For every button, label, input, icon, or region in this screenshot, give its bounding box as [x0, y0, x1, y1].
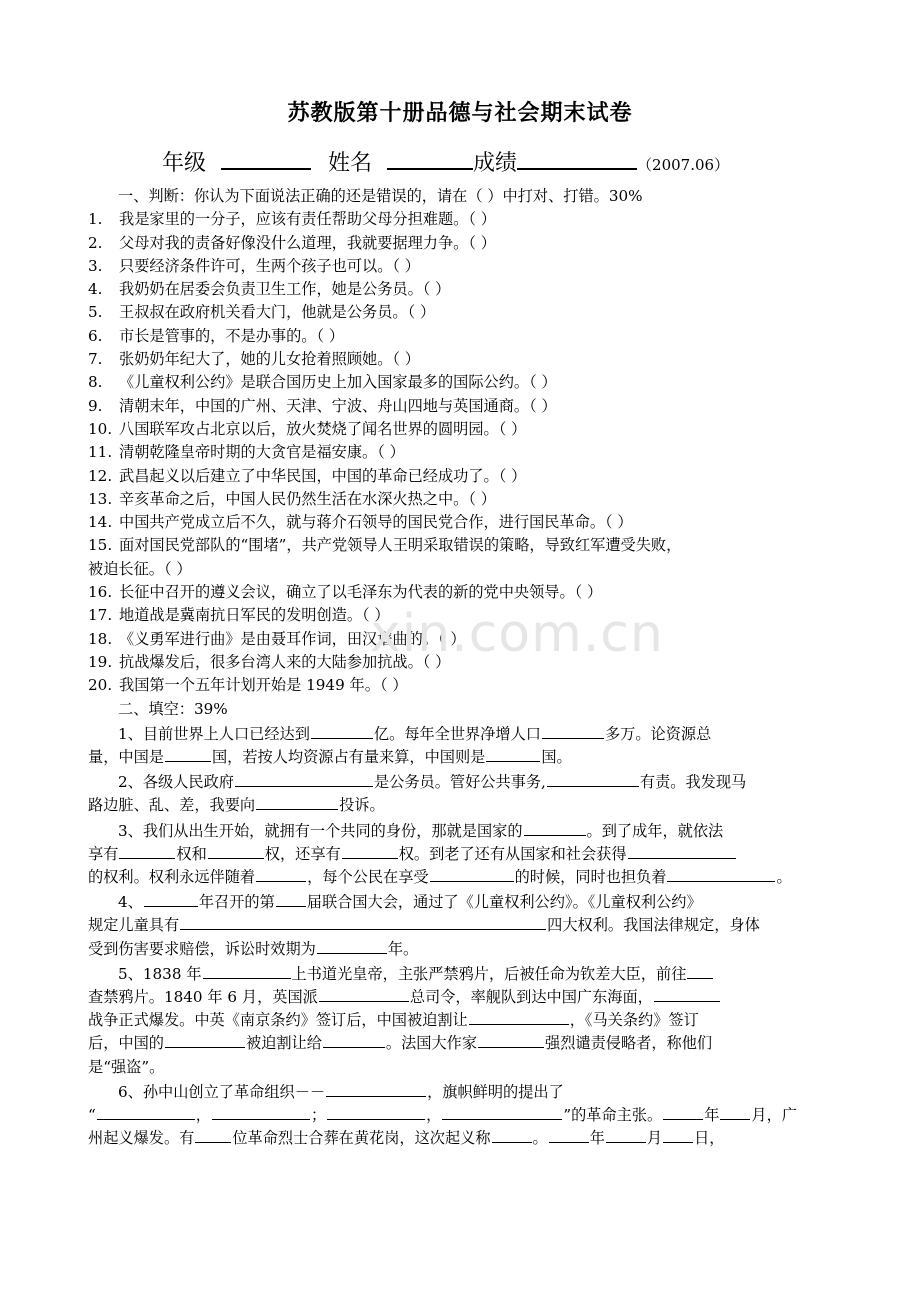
blank[interactable] [212, 1104, 310, 1120]
item-number: 20. [88, 676, 113, 695]
score-label: 成绩 [473, 151, 518, 176]
blank[interactable] [317, 938, 387, 954]
blank[interactable] [144, 891, 198, 907]
blank[interactable] [492, 1127, 532, 1143]
blank[interactable] [195, 1127, 231, 1143]
name-blank[interactable] [387, 146, 473, 170]
score-blank[interactable] [517, 146, 637, 170]
blank[interactable] [549, 1127, 589, 1143]
item-text: 我国第一个五年计划开始是 1949 年。（ ） [119, 676, 408, 695]
blank[interactable] [667, 866, 775, 882]
item-text: 只要经济条件许可，生两个孩子也可以。（ ） [119, 256, 420, 275]
item-number: 14. [88, 513, 113, 532]
blank[interactable] [687, 963, 713, 979]
item-text: 面对国民党部队的“围堵”，共产党领导人王明采取错误的策略，导致红军遭受失败， [119, 536, 682, 555]
item-text: 被迫长征。（ ） [88, 559, 192, 578]
item-text: 张奶奶年纪大了，她的儿女抢着照顾她。（ ） [119, 350, 420, 369]
blank[interactable] [208, 843, 264, 859]
section2-heading: 二、填空：39% [118, 699, 228, 718]
fill-question-6: 6、孙中山创立了革命组织－－ ，旗帜鲜明的提出了 “ ， ； ， ”的革命主张。 年 月，广 州起义爆发。有 位革命烈士合葬在黄花岗，这次起义称 。 年 月 日， [88, 1082, 797, 1148]
item-text: 八国联军攻占北京以后，放火焚烧了闻名世界的圆明园。（ ） [119, 419, 527, 438]
grade-blank[interactable] [221, 146, 311, 170]
blank[interactable] [469, 1009, 569, 1025]
judgement-item [88, 395, 880, 418]
item-number: 10. [88, 419, 113, 438]
blank[interactable] [430, 866, 514, 882]
fill-question-3: 3、我们从出生开始，就拥有一个共同的身份，那就是国家的 。到了成年，就依法 享有 权和 权，还享有 权。到老了还有从国家和社会获得 的权利。权利永远伴随着 ，每个公民在享受 的时候，同时也担负着 。 [88, 821, 792, 887]
judgement-item [88, 325, 880, 348]
item-text: 中国共产党成立后不久，就与蒋介石领导的国民党合作，进行国民革命。（ ） [119, 513, 633, 532]
item-number: 17. [88, 606, 113, 625]
blank[interactable] [663, 1127, 693, 1143]
judgement-item [88, 232, 880, 255]
item-text: 王叔叔在政府机关看大门，他就是公务员。（ ） [119, 303, 436, 322]
item-number: 15. [88, 536, 113, 555]
blank[interactable] [442, 1104, 562, 1120]
item-text: 地道战是冀南抗日军民的发明创造。（ ） [119, 606, 390, 625]
item-text: 清朝乾隆皇帝时期的大贪官是福安康。（ ） [119, 443, 405, 462]
item-number: 1. [88, 210, 103, 229]
judgement-item [88, 301, 880, 324]
item-text: 《儿童权利公约》是联合国历史上加入国家最多的国际公约。（ ） [119, 373, 557, 392]
judgement-item [88, 488, 880, 511]
blank[interactable] [342, 843, 398, 859]
blank[interactable] [326, 1081, 426, 1097]
blank[interactable] [180, 914, 546, 930]
item-number: 18. [88, 629, 113, 648]
item-number: 13. [88, 489, 113, 508]
judgement-item [88, 418, 880, 441]
blank[interactable] [720, 1104, 750, 1120]
blank[interactable] [319, 986, 409, 1002]
item-number: 8. [88, 373, 103, 392]
blank[interactable] [327, 1104, 425, 1120]
blank[interactable] [547, 771, 639, 787]
page-title: 苏教版第十册品德与社会期末试卷 [287, 100, 633, 126]
name-label: 姓名 [328, 151, 373, 176]
item-text: 武昌起义以后建立了中华民国，中国的革命已经成功了。（ ） [119, 466, 527, 485]
blank[interactable] [663, 1104, 703, 1120]
blank[interactable] [542, 723, 604, 739]
item-text: 抗战爆发后，很多台湾人来的大陆参加抗战。（ ） [119, 652, 451, 671]
blank[interactable] [203, 963, 291, 979]
judgement-item [88, 465, 880, 488]
blank[interactable] [97, 1104, 195, 1120]
judgement-item [88, 278, 880, 301]
judgement-item [88, 511, 880, 534]
blank[interactable] [256, 866, 306, 882]
blank[interactable] [235, 771, 373, 787]
item-number: 19. [88, 652, 113, 671]
blank[interactable] [654, 986, 720, 1002]
fill-question-4: 4、 年召开的第 届联合国大会，通过了《儿童权利公约》。《儿童权利公约》 规定儿童具有 四大权利。我国法律规定，身体 受到伤害要求赔偿，诉讼时效期为 年。 [88, 893, 760, 958]
grade-label: 年级 [162, 151, 207, 176]
blank[interactable] [478, 1032, 544, 1048]
item-number: 6. [88, 326, 103, 345]
student-info-line [162, 146, 729, 177]
item-number: 12. [88, 466, 113, 485]
item-number: 5. [88, 303, 103, 322]
section1-heading: 一、判断：你认为下面说法正确的还是错误的，请在（ ）中打对、打错。30% [118, 187, 643, 205]
item-number: 7. [88, 350, 103, 369]
item-text: 我是家里的一分子，应该有责任帮助父母分担难题。（ ） [119, 210, 496, 229]
item-number: 3. [88, 256, 103, 275]
item-text: 我奶奶在居委会负责卫生工作，她是公务员。（ ） [119, 280, 451, 299]
blank[interactable] [606, 1127, 646, 1143]
watermark: xin.com.cn [370, 604, 664, 664]
fill-question-1: 1、目前世界上人口已经达到 亿。每年全世界净增人口 多万。论资源总 量，中国是 国，若按人均资源占有量来算，中国则是 国。 [88, 724, 712, 767]
item-number: 9. [88, 396, 103, 415]
judgement-item [88, 674, 880, 697]
blank[interactable] [276, 891, 306, 907]
blank[interactable] [119, 843, 175, 859]
item-number: 16. [88, 583, 113, 602]
blank[interactable] [486, 746, 540, 762]
item-number: 4. [88, 280, 103, 299]
judgement-item [88, 371, 880, 394]
item-number: 11. [88, 443, 113, 462]
judgement-item [88, 558, 880, 581]
exam-content [88, 185, 880, 1150]
blank[interactable] [165, 1032, 245, 1048]
blank[interactable] [628, 843, 736, 859]
blank[interactable] [311, 723, 373, 739]
item-number: 2. [88, 233, 103, 252]
blank[interactable] [165, 746, 211, 762]
blank[interactable] [323, 1032, 385, 1048]
judgement-item [88, 441, 880, 464]
blank[interactable] [256, 794, 338, 810]
item-text: 市长是管事的，不是办事的。（ ） [119, 326, 345, 345]
judgement-item [88, 581, 880, 604]
judgement-item [88, 255, 880, 278]
exam-date: （2007.06） [637, 156, 730, 174]
item-text: 辛亥革命之后，中国人民仍然生活在水深火热之中。（ ） [119, 489, 496, 508]
item-text: 清朝末年，中国的广州、天津、宁波、舟山四地与英国通商。（ ） [119, 396, 557, 415]
item-text: 长征中召开的遵义会议，确立了以毛泽东为代表的新的党中央领导。（ ） [119, 583, 603, 602]
fill-question-2: 2、各级人民政府 是公务员。管好公共事务, 有责。我发现马 路边脏、乱、差，我要向 投诉。 [88, 773, 747, 815]
judgement-item [88, 208, 880, 231]
judgement-item [88, 534, 880, 557]
blank[interactable] [524, 820, 586, 836]
judgement-item [88, 348, 880, 371]
fill-question-5: 5、1838 年 上书道光皇帝，主张严禁鸦片，后被任命为钦差大臣，前往 查禁鸦片。1840 年 6 月，英国派 总司令，率舰队到达中国广东海面， 战争正式爆发。中英《南京条约》签订后，中国被迫割让 ，《马关条约》签订 后，中国的 被迫割让给 。法国大作家 强烈谴责侵略者，称他们 是“强盗”。 [88, 961, 880, 1079]
item-text: 《义勇军进行曲》是由聂耳作词，田汉谱曲的。（ ） [119, 629, 466, 648]
item-text: 父母对我的责备好像没什么道理，我就要据理力争。（ ） [119, 233, 496, 252]
